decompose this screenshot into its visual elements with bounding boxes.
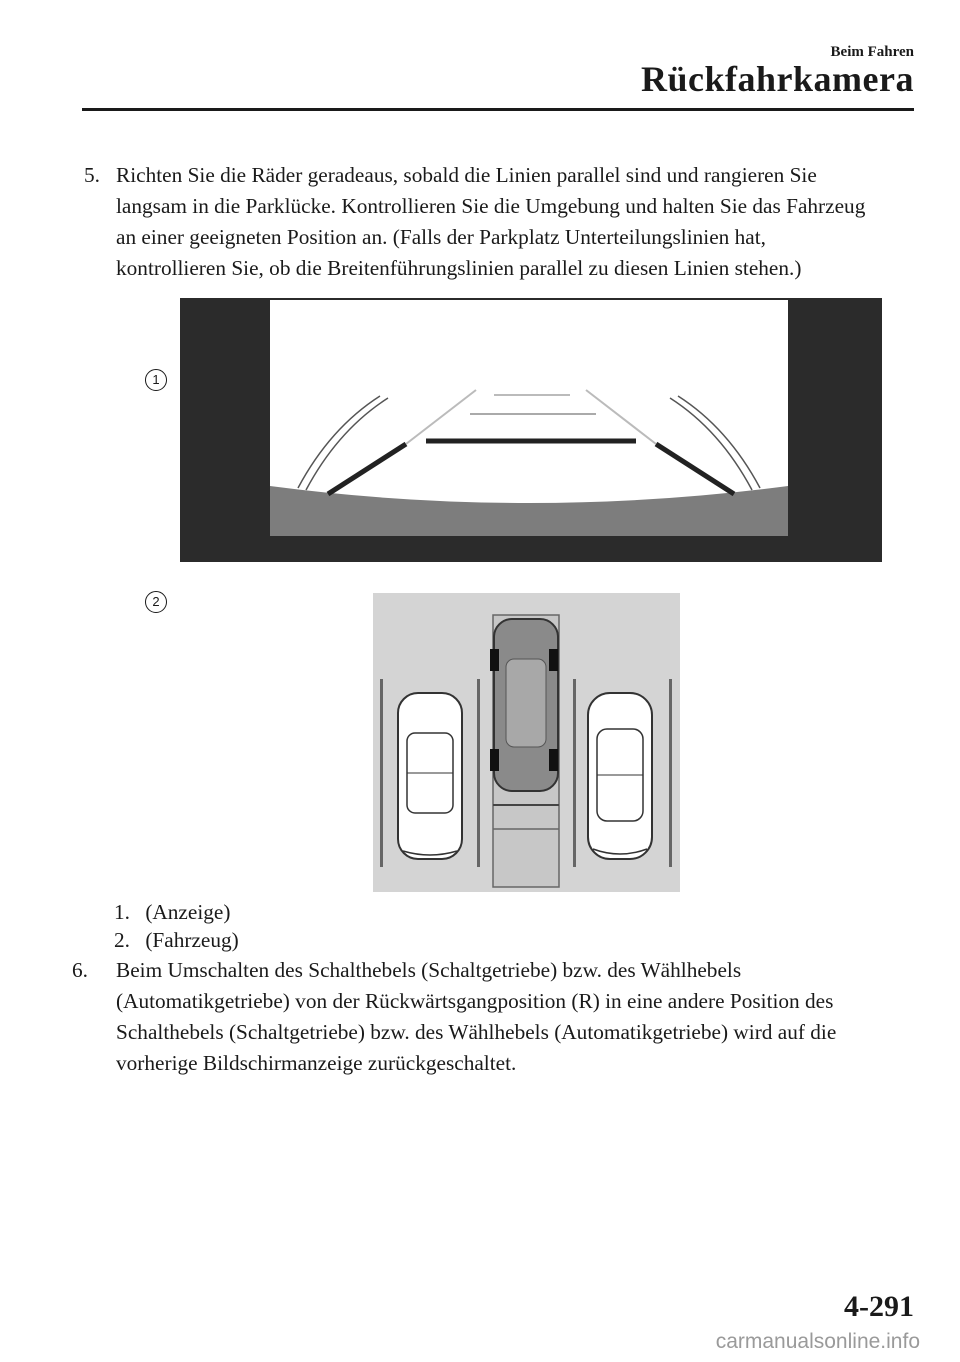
step-number: 6. — [72, 958, 88, 982]
step-line: Schalthebels (Schaltgetriebe) bzw. des Wählhebels (Automatikgetriebe) wird auf die — [116, 1020, 837, 1044]
step-line: Richten Sie die Räder geradeaus, sobald die Linien parallel sind und rangieren Sie — [116, 163, 817, 187]
parking-lot-illustration — [373, 593, 680, 892]
stall-line — [573, 679, 576, 867]
wheel — [549, 749, 558, 771]
stall-line — [380, 679, 383, 867]
step-number: 5. — [84, 163, 100, 187]
figure-legend — [114, 898, 239, 954]
stall-line — [669, 679, 672, 867]
watermark: carmanualsonline.info — [715, 1330, 920, 1353]
step-line: Beim Umschalten des Schalthebels (Schaltgetriebe) bzw. des Wählhebels — [116, 958, 742, 982]
step-line: an einer geeigneten Position an. (Falls der Parkplatz Unterteilungslinien hat, — [116, 225, 766, 249]
step-line: langsam in die Parklücke. Kontrollieren Sie die Umgebung und halten Sie das Fahrzeug — [116, 194, 866, 218]
wheel — [549, 649, 558, 671]
page-number: 4-291 — [844, 1290, 914, 1323]
left-parked-car — [398, 693, 462, 859]
legend-item-2: 2. (Fahrzeug) — [114, 928, 239, 952]
vehicle-roof — [506, 659, 546, 747]
step-5 — [72, 160, 914, 284]
step-line: kontrollieren Sie, ob die Breitenführungslinien parallel zu diesen Linien stehen.) — [116, 256, 802, 280]
callout-1: 1 — [145, 369, 167, 391]
step-line: vorherige Bildschirmanzeige zurückgeschaltet. — [116, 1051, 517, 1075]
page-title: Rückfahrkamera — [641, 59, 914, 99]
wheel — [490, 749, 499, 771]
header-rule — [82, 108, 914, 111]
step-line: (Automatikgetriebe) von der Rückwärtsgangposition (R) in eine andere Position des — [116, 989, 834, 1013]
legend-item-1: 1. (Anzeige) — [114, 900, 231, 924]
stall-line — [477, 679, 480, 867]
camera-display-illustration — [180, 298, 882, 562]
step-6 — [72, 955, 914, 1079]
callout-2: 2 — [145, 591, 167, 613]
header-section: Beim Fahren — [830, 44, 914, 60]
right-parked-car — [588, 693, 652, 859]
wheel — [490, 649, 499, 671]
